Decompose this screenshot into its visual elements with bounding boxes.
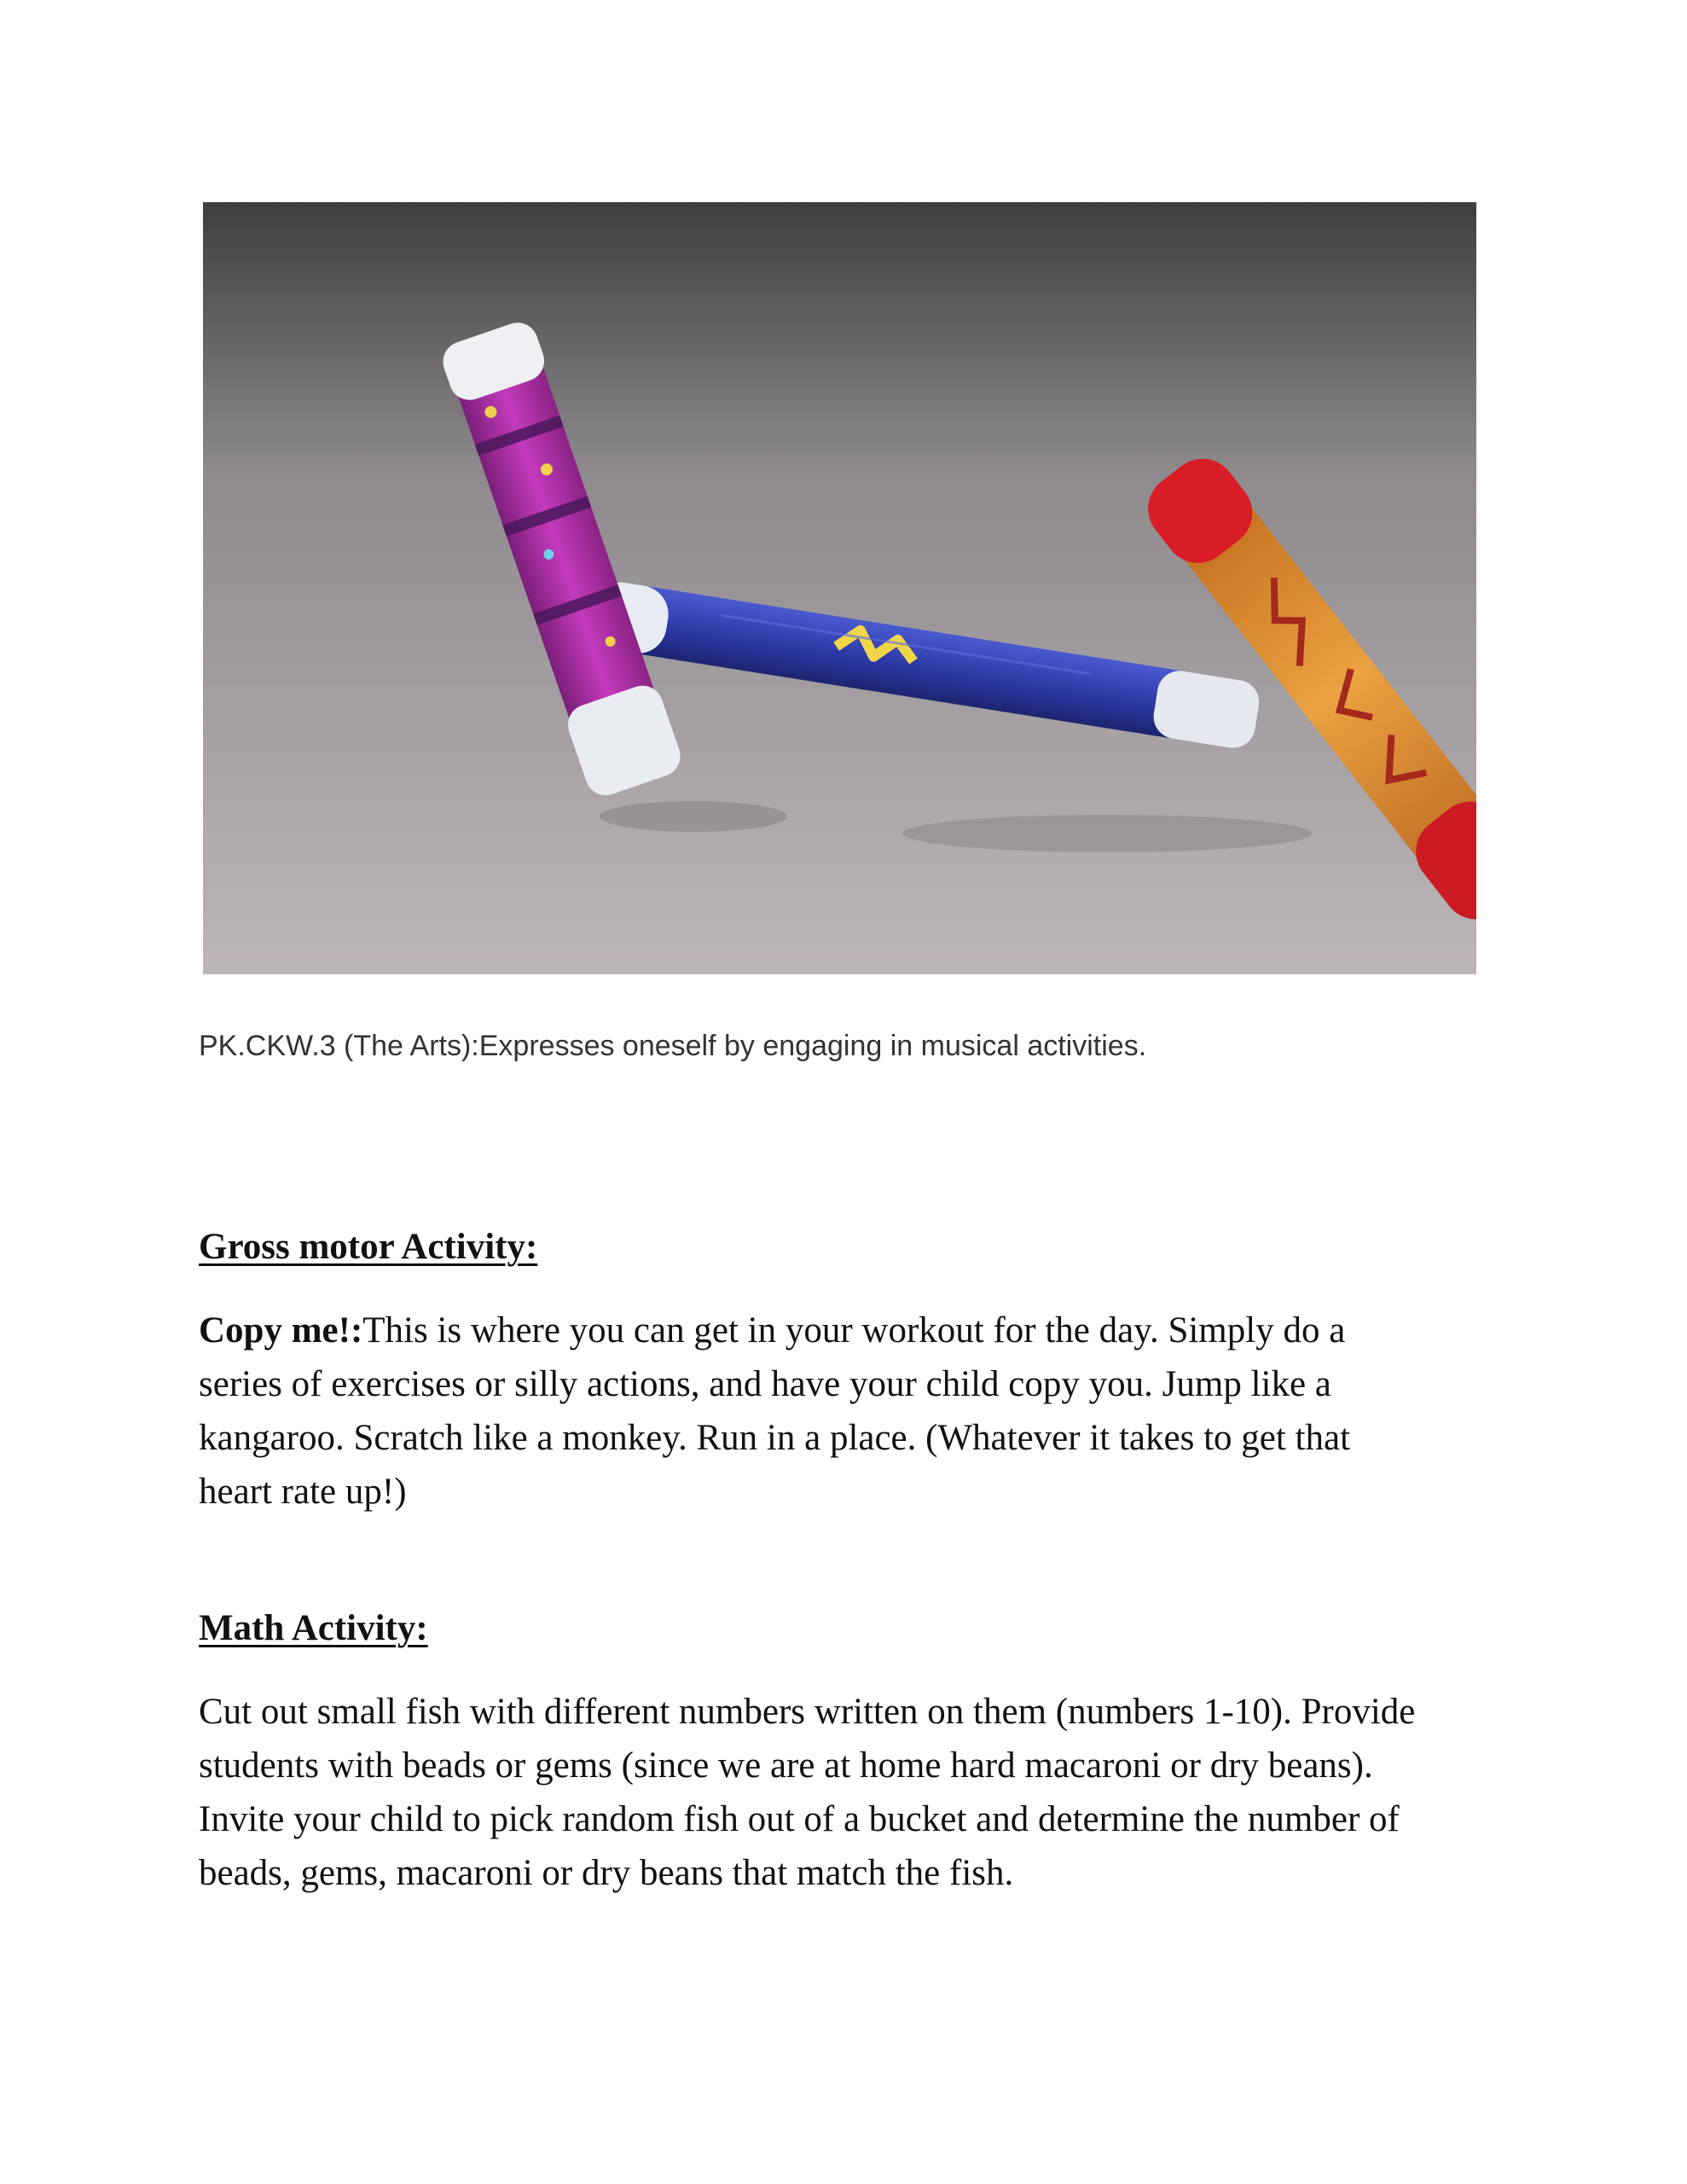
copy-me-lead: Copy me!: xyxy=(199,1310,363,1350)
gross-motor-heading: Gross motor Activity: xyxy=(199,1227,538,1267)
gross-motor-paragraph xyxy=(199,1304,1495,1519)
math-heading: Math Activity: xyxy=(199,1608,428,1648)
math-line-2: students with beads or gems (since we are at home hard macaroni or dry beans). xyxy=(199,1745,1373,1786)
math-paragraph xyxy=(199,1685,1495,1900)
gross-motor-line-4: heart rate up!) xyxy=(199,1472,407,1512)
learning-standard-text: PK.CKW.3 (The Arts):Expresses oneself by engaging in musical activities. xyxy=(199,1030,1147,1062)
gross-motor-line-1: Copy me!:This is where you can get in your workout for the day. Simply do a xyxy=(199,1310,1346,1350)
math-line-1: Cut out small fish with different numbers written on them (numbers 1-10). Provide xyxy=(199,1692,1416,1732)
gross-motor-line-2: series of exercises or silly actions, and have your child copy you. Jump like a xyxy=(199,1364,1331,1404)
math-line-4: beads, gems, macaroni or dry beans that match the fish. xyxy=(199,1853,1014,1893)
rainstick-illustration xyxy=(203,202,1476,974)
math-line-3: Invite your child to pick random fish out of a bucket and determine the number of xyxy=(199,1799,1400,1839)
rainstick-photo xyxy=(203,202,1476,974)
gross-motor-line-3: kangaroo. Scratch like a monkey. Run in a place. (Whatever it takes to get that xyxy=(199,1418,1351,1458)
